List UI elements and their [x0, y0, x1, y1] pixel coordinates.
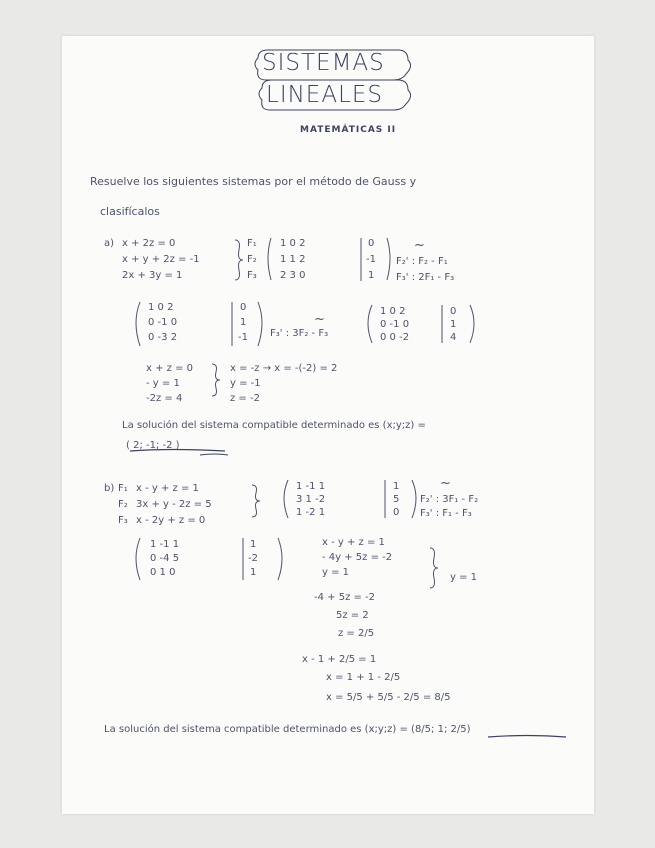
- a-reduced-eq-2: - y = 1: [146, 378, 180, 389]
- a-matrix2-row-2: 0 -1 0: [148, 317, 178, 328]
- b-step-5: x = 1 + 1 - 2/5: [326, 672, 401, 683]
- a-reduced-eq-1: x + z = 0: [146, 363, 194, 374]
- b-rhs1-2: 5: [393, 494, 400, 505]
- a-equivalence-tilde-1: ~: [414, 238, 425, 253]
- a-system-eq-1: x + 2z = 0: [122, 238, 176, 249]
- a-solution-z: z = -2: [230, 393, 260, 404]
- b-reduced-eq-3: y = 1: [322, 567, 350, 578]
- b-operation-1: F₂' : 3F₁ - F₂: [420, 494, 479, 505]
- b-matrix2-row-1: 1 -1 1: [150, 539, 180, 550]
- part-b-label: b): [104, 483, 115, 494]
- instruction-line-1: Resuelve los siguientes sistemas por el método de Gauss y: [90, 175, 417, 188]
- a-matrix1-row-2: 1 1 2: [280, 254, 306, 265]
- b-matrix2-row-3: 0 1 0: [150, 567, 176, 578]
- a-matrix3-row-2: 0 -1 0: [380, 319, 410, 330]
- b-rhs2-2: -2: [248, 553, 258, 564]
- a-rhs2-1: 0: [240, 302, 247, 313]
- a-matrix3-row-3: 0 0 -2: [380, 332, 410, 343]
- a-matrix2-row-3: 0 -3 2: [148, 332, 178, 343]
- instruction-line-2: clasifícalos: [100, 205, 160, 218]
- a-rhs3-3: 4: [450, 332, 457, 343]
- a-row-label-2: F₂: [247, 254, 257, 265]
- b-rhs1-1: 1: [393, 481, 400, 492]
- part-a-label: a): [104, 238, 115, 249]
- a-matrix2-row-1: 1 0 2: [148, 302, 174, 313]
- a-system-eq-2: x + y + 2z = -1: [122, 254, 200, 265]
- b-matrix2-row-2: 0 -4 5: [150, 553, 180, 564]
- b-conclusion: La solución del sistema compatible determinado es (x;y;z) = (8/5; 1; 2/5): [104, 724, 471, 735]
- b-step-2: 5z = 2: [336, 610, 369, 621]
- a-conclusion-line-1: La solución del sistema compatible determinado es (x;y;z) =: [122, 420, 426, 431]
- a-matrix1-row-3: 2 3 0: [280, 270, 306, 281]
- b-rhs1-3: 0: [393, 507, 400, 518]
- subject-heading: MATEMÁTICAS II: [300, 125, 397, 135]
- b-row-label-1: F₁: [118, 483, 128, 494]
- b-reduced-eq-2: - 4y + 5z = -2: [322, 552, 393, 563]
- b-matrix1-row-3: 1 -2 1: [296, 507, 326, 518]
- a-solution-y: y = -1: [230, 378, 261, 389]
- a-operation-1: F₂' : F₂ - F₁: [396, 256, 448, 267]
- a-system-eq-3: 2x + 3y = 1: [122, 270, 183, 281]
- a-matrix3-row-1: 1 0 2: [380, 306, 406, 317]
- b-system-eq-2: 3x + y - 2z = 5: [136, 499, 212, 510]
- a-rhs3-2: 1: [450, 319, 457, 330]
- b-step-3: z = 2/5: [338, 628, 375, 639]
- a-conclusion-line-2: ( 2; -1; -2 ): [126, 440, 180, 451]
- a-matrix1-row-1: 1 0 2: [280, 238, 306, 249]
- b-step-4: x - 1 + 2/5 = 1: [302, 654, 377, 665]
- a-rhs1-2: -1: [366, 254, 376, 265]
- title-line-2: LINEALES: [266, 82, 384, 108]
- a-operation-2: F₃' : 2F₁ - F₃: [396, 272, 455, 283]
- b-equivalence-tilde: ~: [440, 476, 451, 491]
- a-row-label-1: F₁: [247, 238, 257, 249]
- b-matrix1-row-1: 1 -1 1: [296, 481, 326, 492]
- a-solution-x: x = -z → x = -(-2) = 2: [230, 363, 338, 374]
- b-step-6: x = 5/5 + 5/5 - 2/5 = 8/5: [326, 692, 451, 703]
- b-row-label-2: F₂: [118, 499, 128, 510]
- b-system-eq-3: x - 2y + z = 0: [136, 515, 206, 526]
- a-reduced-eq-3: -2z = 4: [146, 393, 183, 404]
- a-rhs3-1: 0: [450, 306, 457, 317]
- a-row-label-3: F₃: [247, 270, 257, 281]
- b-reduced-eq-1: x - y + z = 1: [322, 537, 385, 548]
- title-line-1: SISTEMAS: [262, 50, 385, 76]
- a-equivalence-tilde-2: ~: [314, 312, 325, 327]
- b-row-label-3: F₃: [118, 515, 128, 526]
- a-operation-3: F₃' : 3F₂ - F₃: [270, 328, 329, 339]
- a-rhs2-2: 1: [240, 317, 247, 328]
- b-rhs2-1: 1: [250, 539, 257, 550]
- b-step-1: -4 + 5z = -2: [314, 592, 376, 603]
- b-matrix1-row-2: 3 1 -2: [296, 494, 326, 505]
- a-rhs2-3: -1: [238, 332, 248, 343]
- a-rhs1-1: 0: [368, 238, 375, 249]
- b-operation-2: F₃' : F₁ - F₃: [420, 508, 472, 519]
- b-system-eq-1: x - y + z = 1: [136, 483, 199, 494]
- b-rhs2-3: 1: [250, 567, 257, 578]
- a-rhs1-3: 1: [368, 270, 375, 281]
- b-solution-y: y = 1: [450, 572, 478, 583]
